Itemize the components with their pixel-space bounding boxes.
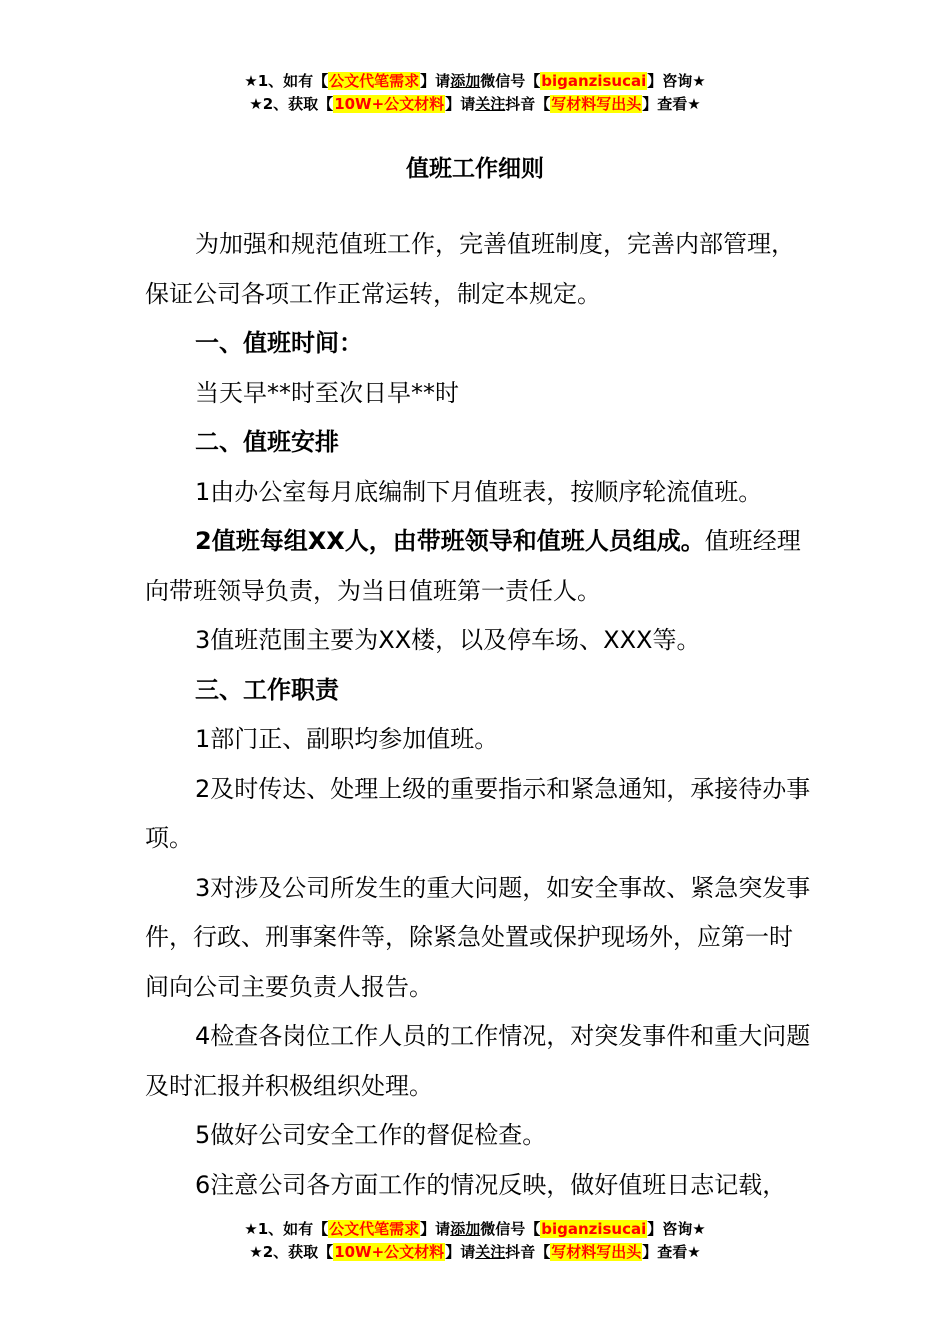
- banner-underlined: 添加: [450, 1220, 481, 1238]
- banner-line-1: [0, 1218, 950, 1241]
- banner-underlined: 关注: [475, 95, 506, 113]
- banner-highlight: 10W+公文材料: [334, 1243, 445, 1261]
- banner-text: 】请: [420, 72, 451, 90]
- banner-highlight: 公文代笔需求: [329, 1220, 420, 1238]
- arrangement-item-2: [145, 517, 815, 616]
- document-body: [145, 220, 815, 1210]
- banner-text: 抖音【: [505, 1243, 551, 1261]
- arrangement-item-2-rest: 值班经理向带班领导负责，为当日值班第一责任人。: [145, 527, 801, 605]
- banner-text: 】请: [445, 1243, 476, 1261]
- section-heading-duties: 三、工作职责: [195, 675, 339, 704]
- banner-text: ★1、如有【: [244, 1220, 329, 1238]
- arrangement-item-1: 1由办公室每月底编制下月值班表，按顺序轮流值班。: [195, 477, 763, 506]
- duty-item-2: 2及时传达、处理上级的重要指示和紧急通知，承接待办事项。: [145, 774, 811, 852]
- banner-text: 抖音【: [505, 95, 551, 113]
- arrangement-item-2-bold: 2值班每组XX人，由带班领导和值班人员组成。: [195, 527, 705, 555]
- banner-text: ★2、获取【: [249, 95, 334, 113]
- banner-line-2: [0, 1241, 950, 1264]
- banner-underlined: 关注: [475, 1243, 506, 1261]
- duty-item-3: 3对涉及公司所发生的重大问题，如安全事故、紧急突发事件，行政、刑事案件等，除紧急处置或保护现场外，应第一时间向公司主要负责人报告。: [145, 873, 811, 1001]
- duty-item-6: 6注意公司各方面工作的情况反映，做好值班日志记载，: [195, 1170, 787, 1199]
- banner-text: ★2、获取【: [249, 1243, 334, 1261]
- banner-text: 】查看★: [642, 1243, 701, 1261]
- banner-text: 】查看★: [642, 95, 701, 113]
- duty-item-5: 5做好公司安全工作的督促检查。: [195, 1121, 547, 1149]
- footer-banner: [0, 1218, 950, 1264]
- banner-highlight: 公文代笔需求: [329, 72, 420, 90]
- banner-text: ★1、如有【: [244, 72, 329, 90]
- intro-paragraph: 为加强和规范值班工作，完善值班制度，完善内部管理，保证公司各项工作正常运转，制定本规定。: [145, 230, 795, 308]
- page-title: 值班工作细则: [406, 156, 544, 182]
- section-heading-time: 一、值班时间：: [195, 329, 363, 357]
- section-heading-arrangement: 二、值班安排: [195, 428, 339, 456]
- banner-wechat-id: biganzisucai: [541, 72, 647, 90]
- banner-text: 】咨询★: [647, 72, 706, 90]
- banner-line-2: [0, 93, 950, 116]
- banner-highlight: 10W+公文材料: [334, 95, 445, 113]
- duty-item-1: 1部门正、副职均参加值班。: [195, 725, 499, 753]
- banner-text: 】请: [420, 1220, 451, 1238]
- banner-underlined: 添加: [450, 72, 481, 90]
- banner-douyin-id: 写材料写出头: [551, 95, 642, 113]
- duty-time-text: 当天早**时至次日早**时: [195, 378, 459, 407]
- arrangement-item-3: 3值班范围主要为XX楼，以及停车场、XXX等。: [195, 626, 701, 654]
- banner-text: 微信号【: [480, 72, 541, 90]
- header-banner: [0, 70, 950, 116]
- banner-text: 微信号【: [480, 1220, 541, 1238]
- banner-text: 】请: [445, 95, 476, 113]
- banner-line-1: [0, 70, 950, 93]
- banner-text: 】咨询★: [647, 1220, 706, 1238]
- banner-douyin-id: 写材料写出头: [551, 1243, 642, 1261]
- banner-wechat-id: biganzisucai: [541, 1220, 647, 1238]
- duty-item-4: 4检查各岗位工作人员的工作情况，对突发事件和重大问题及时汇报并积极组织处理。: [145, 1022, 811, 1100]
